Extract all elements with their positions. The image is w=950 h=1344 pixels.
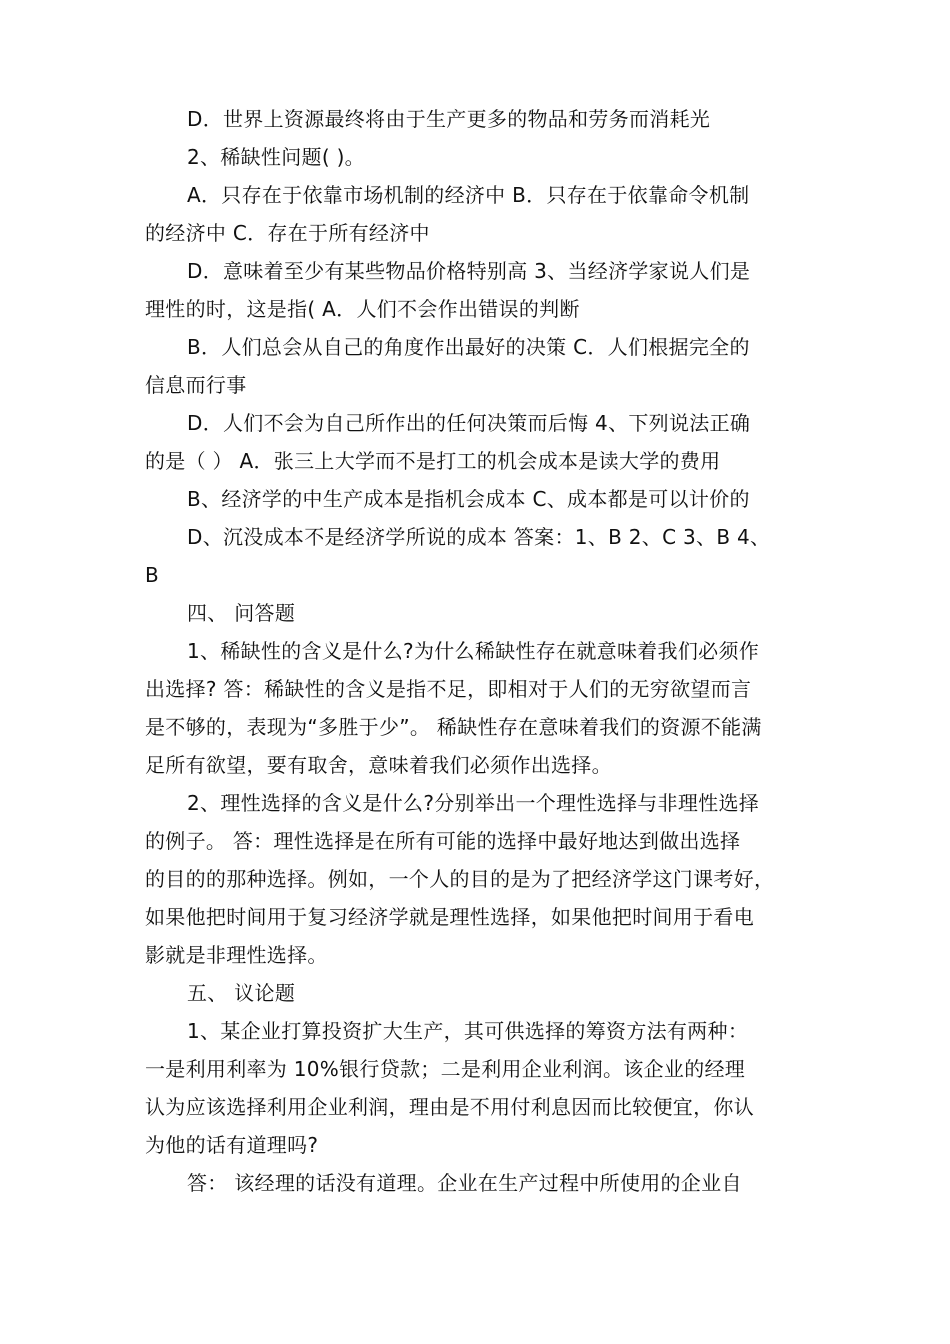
text-line: D．意味着至少有某些物品价格特别高 3、当经济学家说人们是 — [187, 259, 751, 283]
text-line: D．人们不会为自己所作出的任何决策而后悔 4、下列说法正确 — [187, 411, 751, 435]
text-line: 信息而行事 — [145, 373, 247, 397]
text-line: 足所有欲望，要有取舍，意味着我们必须作出选择。 — [145, 753, 612, 777]
text-line: 为他的话有道理吗? — [145, 1133, 319, 1157]
document-page — [145, 100, 810, 1202]
text-line: 的目的的那种选择。例如，一个人的目的是为了把经济学这门课考好， — [145, 867, 775, 891]
text-line: 理性的时，这是指( A．人们不会作出错误的判断 — [145, 297, 580, 321]
text-line: 认为应该选择利用企业利润，理由是不用付利息因而比较便宜，你认 — [145, 1095, 754, 1119]
text-line: 1、某企业打算投资扩大生产，其可供选择的筹资方法有两种： — [187, 1019, 749, 1043]
text-line: 是不够的，表现为“多胜于少”。 稀缺性存在意味着我们的资源不能满 — [145, 715, 762, 739]
text-line: 2、理性选择的含义是什么?分别举出一个理性选择与非理性选择 — [187, 791, 760, 815]
text-line: 的经济中 C．存在于所有经济中 — [145, 221, 430, 245]
question-2: 2、稀缺性问题( )。 — [187, 145, 365, 169]
text-line: A．只存在于依靠市场机制的经济中 B．只存在于依靠命令机制 — [187, 183, 750, 207]
text-line: 影就是非理性选择。 — [145, 943, 328, 967]
text-line: B．人们总会从自己的角度作出最好的决策 C．人们根据完全的 — [187, 335, 750, 359]
section-heading-5: 五、 议论题 — [187, 981, 296, 1005]
text-line: 的是（ ） A．张三上大学而不是打工的机会成本是读大学的费用 — [145, 449, 721, 473]
text-line: 1、稀缺性的含义是什么?为什么稀缺性存在就意味着我们必须作 — [187, 639, 760, 663]
text-line: D．世界上资源最终将由于生产更多的物品和劳务而消耗光 — [187, 107, 711, 131]
text-line: 一是利用利率为 10%银行贷款；二是利用企业利润。该企业的经理 — [145, 1057, 746, 1081]
section-heading-4: 四、 问答题 — [187, 601, 296, 625]
text-line: 答： 该经理的话没有道理。企业在生产过程中所使用的企业自 — [187, 1171, 742, 1195]
text-line: 的例子。 答：理性选择是在所有可能的选择中最好地达到做出选择 — [145, 829, 741, 853]
answer-key-line: D、沉没成本不是经济学所说的成本 答案：1、B 2、C 3、B 4、 — [187, 525, 771, 549]
text-line: 出选择? 答：稀缺性的含义是指不足，即相对于人们的无穷欲望而言 — [145, 677, 752, 701]
text-line: 如果他把时间用于复习经济学就是理性选择，如果他把时间用于看电 — [145, 905, 754, 929]
text-line: B、经济学的中生产成本是指机会成本 C、成本都是可以计价的 — [187, 487, 750, 511]
answer-key-line: B — [145, 563, 160, 587]
